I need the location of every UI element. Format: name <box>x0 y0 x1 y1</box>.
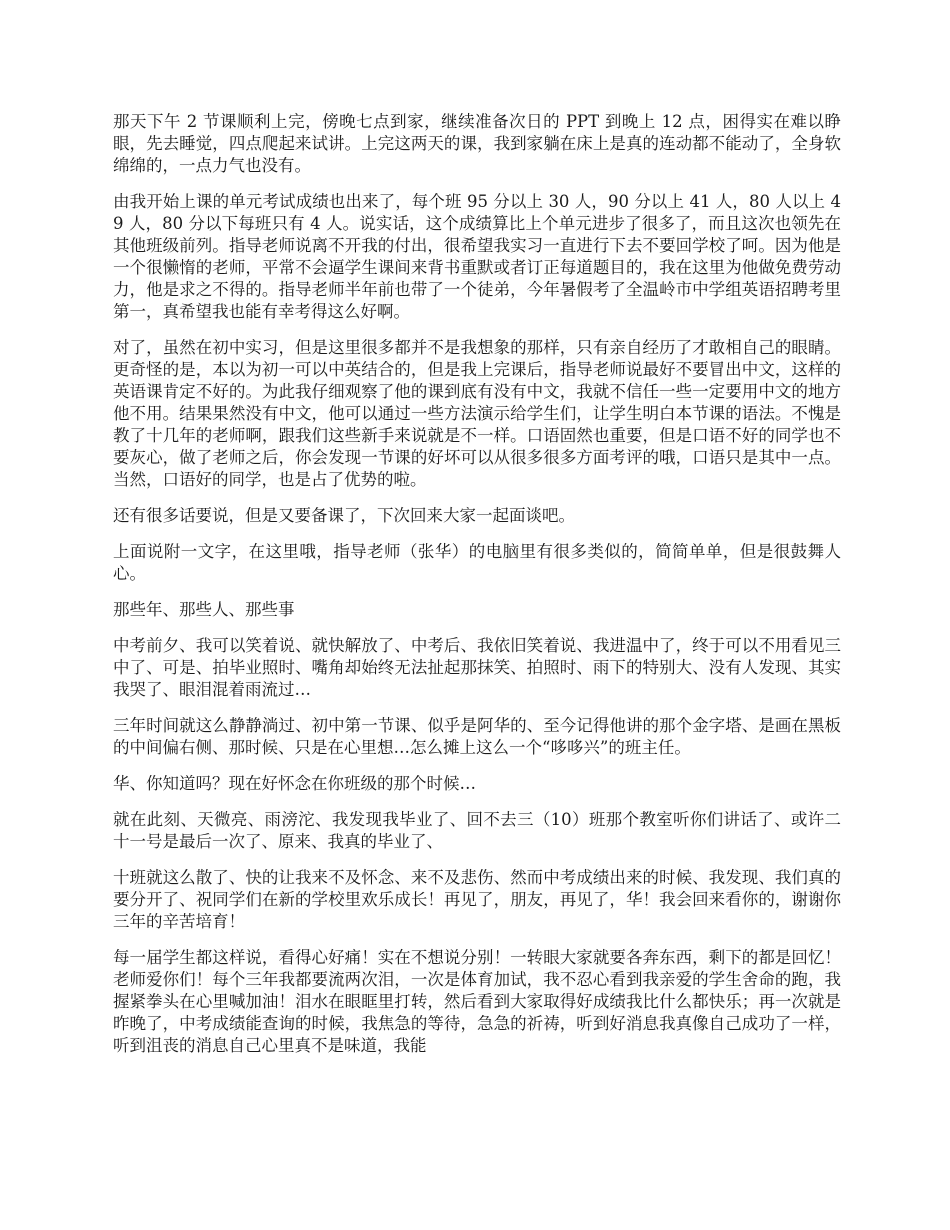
paragraph: 上面说附一文字，在这里哦，指导老师（张华）的电脑里有很多类似的，简简单单，但是很鼓舞人心。 <box>113 542 841 583</box>
paragraph: 中考前夕、我可以笑着说、就快解放了、中考后、我依旧笑着说、我进温中了，终于可以不用看见三中了、可是、拍毕业照时、嘴角却始终无法扯起那抹笑、拍照时、雨下的特别大、没有人发现、其实我哭了、眼泪混着雨流过… <box>113 636 841 699</box>
paragraph: 对了，虽然在初中实习，但是这里很多都并不是我想象的那样，只有亲自经历了才敢相自己的眼睛。更奇怪的是，本以为初一可以中英结合的，但是我上完课后，指导老师说最好不要冒出中文，这样的英语课肯定不好的。为此我仔细观察了他的课到底有没有中文，我就不信任一些一定要用中文的地方他不用。结果果然没有中文，他可以通过一些方法演示给学生们，让学生明白本节课的语法。不愧是教了十几年的老师啊，跟我们这些新手来说就是不一样。口语固然也重要，但是口语不好的同学也不要灰心，做了老师之后，你会发现一节课的好坏可以从很多很多方面考评的哦，口语只是其中一点。当然，口语好的同学，也是占了优势的啦。 <box>113 338 841 489</box>
paragraph: 华、你知道吗？现在好怀念在你班级的那个时候… <box>113 774 476 793</box>
paragraph: 就在此刻、天微亮、雨滂沱、我发现我毕业了、回不去三（10）班那个教室听你们讲话了、或许二十一号是最后一次了、原来、我真的毕业了、 <box>113 810 841 851</box>
paragraph: 由我开始上课的单元考试成绩也出来了，每个班 95 分以上 30 人，90 分以上 41 人，80 人以上 49 人，80 分以下每班只有 4 人。说实话，这个成绩算比上个单元进步了很多了，而且这次也领先在其他班级前列。指导老师说离不开我的付出，很希望我实习一直进行下去不要回学校了呵。因为他是一个很懒惰的老师，平常不会逼学生课间来背书重默或者订正每道题目的，我在这里为他做免费劳动力，他是求之不得的。指导老师半年前也带了一个徒弟，今年暑假考了全温岭市中学组英语招聘考里第一，真希望我也能有幸考得这么好啊。 <box>113 192 841 321</box>
paragraph: 三年时间就这么静静淌过、初中第一节课、似乎是阿华的、至今记得他讲的那个金字塔、是画在黑板的中间偏右侧、那时候、只是在心里想…怎么摊上这么一个“哆哆兴”的班主任。 <box>113 716 841 757</box>
paragraph: 每一届学生都这样说，看得心好痛！实在不想说分别！一转眼大家就要各奔东西，剩下的都是回忆！老师爱你们！每个三年我都要流两次泪，一次是体育加试，我不忍心看到我亲爱的学生舍命的跑，我握紧拳头在心里喊加油！泪水在眼眶里打转，然后看到大家取得好成绩我比什么都快乐；再一次就是昨晚了，中考成绩能查询的时候，我焦急的等待，急急的祈祷，听到好消息我真像自己成功了一样，听到沮丧的消息自己心里真不是味道，我能 <box>113 948 841 1055</box>
section-heading: 那些年、那些人、那些事 <box>113 600 295 619</box>
paragraph: 那天下午 2 节课顺利上完，傍晚七点到家，继续准备次日的 PPT 到晚上 12 点，困得实在难以睁眼，先去睡觉，四点爬起来试讲。上完这两天的课，我到家躺在床上是真的连动都不能动了，全身软绵绵的，一点力气也没有。 <box>113 112 841 175</box>
paragraph: 十班就这么散了、快的让我来不及怀念、来不及悲伤、然而中考成绩出来的时候、我发现、我们真的要分开了、祝同学们在新的学校里欢乐成长！再见了，朋友，再见了，华！我会回来看你的，谢谢你三年的辛苦培育！ <box>113 868 841 931</box>
paragraph: 还有很多话要说，但是又要备课了，下次回来大家一起面谈吧。 <box>113 506 575 525</box>
document-body <box>113 111 841 1071</box>
